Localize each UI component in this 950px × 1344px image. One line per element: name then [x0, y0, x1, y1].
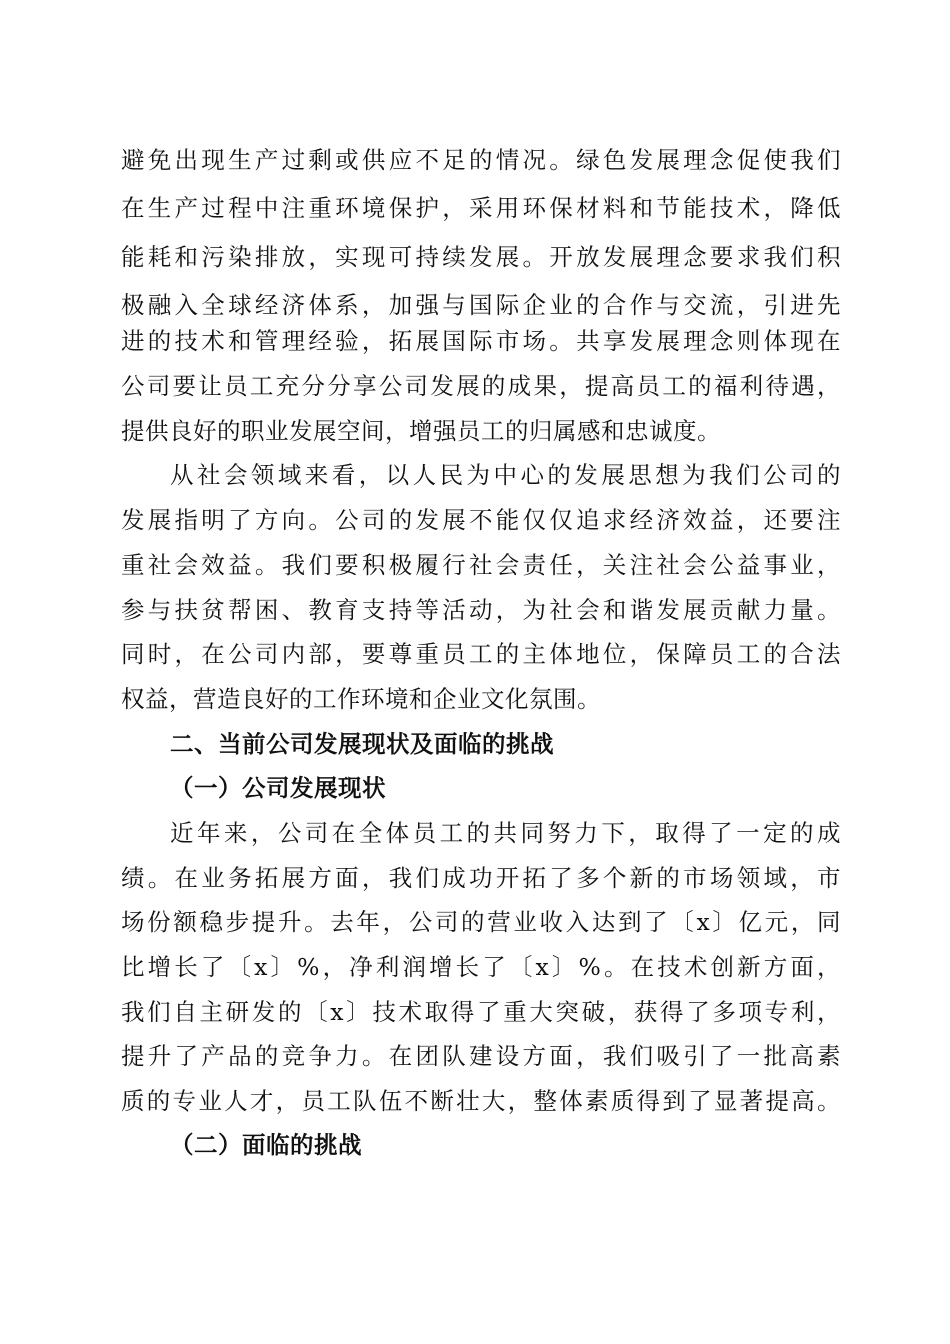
paragraph-line: 公司要让员工充分分享公司发展的成果，提高员工的福利待遇，: [121, 372, 841, 400]
paragraph-line: 同时，在公司内部，要尊重员工的主体地位，保障员工的合法: [121, 640, 841, 668]
paragraph-line: 质的专业人才，员工队伍不断壮大，整体素质得到了显著提高。: [121, 1087, 841, 1115]
paragraph-line: 近年来，公司在全体员工的共同努力下，取得了一定的成: [170, 819, 841, 847]
subsection-heading: （一）公司发展现状: [170, 774, 386, 802]
paragraph-line: 绩。在业务拓展方面，我们成功开拓了多个新的市场领域，市: [121, 864, 841, 892]
paragraph-line: 在生产过程中注重环境保护，采用环保材料和节能技术，降低: [121, 194, 841, 222]
paragraph-line: 从社会领域来看，以人民为中心的发展思想为我们公司的: [170, 461, 841, 489]
paragraph-line: 参与扶贫帮困、教育支持等活动，为社会和谐发展贡献力量。: [121, 596, 841, 624]
paragraph-line: 我们自主研发的〔x〕技术取得了重大突破，获得了多项专利，: [121, 998, 841, 1026]
paragraph-line: 场份额稳步提升。去年，公司的营业收入达到了〔x〕亿元，同: [121, 908, 841, 936]
paragraph-line: 避免出现生产过剩或供应不足的情况。绿色发展理念促使我们: [121, 146, 841, 174]
paragraph-line: 极融入全球经济体系，加强与国际企业的合作与交流，引进先: [121, 291, 841, 319]
paragraph-line: 发展指明了方向。公司的发展不能仅仅追求经济效益，还要注: [121, 506, 841, 534]
section-heading: 二、当前公司发展现状及面临的挑战: [170, 730, 554, 758]
paragraph-line: 提升了产品的竞争力。在团队建设方面，我们吸引了一批高素: [121, 1042, 841, 1070]
paragraph-line: 比增长了〔x〕%，净利润增长了〔x〕%。在技术创新方面，: [121, 953, 841, 981]
paragraph-line: 提供良好的职业发展空间，增强员工的归属感和忠诚度。: [121, 417, 721, 445]
subsection-heading: （二）面临的挑战: [170, 1131, 362, 1159]
paragraph-line: 能耗和污染排放，实现可持续发展。开放发展理念要求我们积: [121, 243, 841, 271]
paragraph-line: 进的技术和管理经验，拓展国际市场。共享发展理念则体现在: [121, 327, 841, 355]
paragraph-line: 重社会效益。我们要积极履行社会责任，关注社会公益事业，: [121, 551, 841, 579]
paragraph-line: 权益，营造良好的工作环境和企业文化氛围。: [121, 685, 601, 713]
